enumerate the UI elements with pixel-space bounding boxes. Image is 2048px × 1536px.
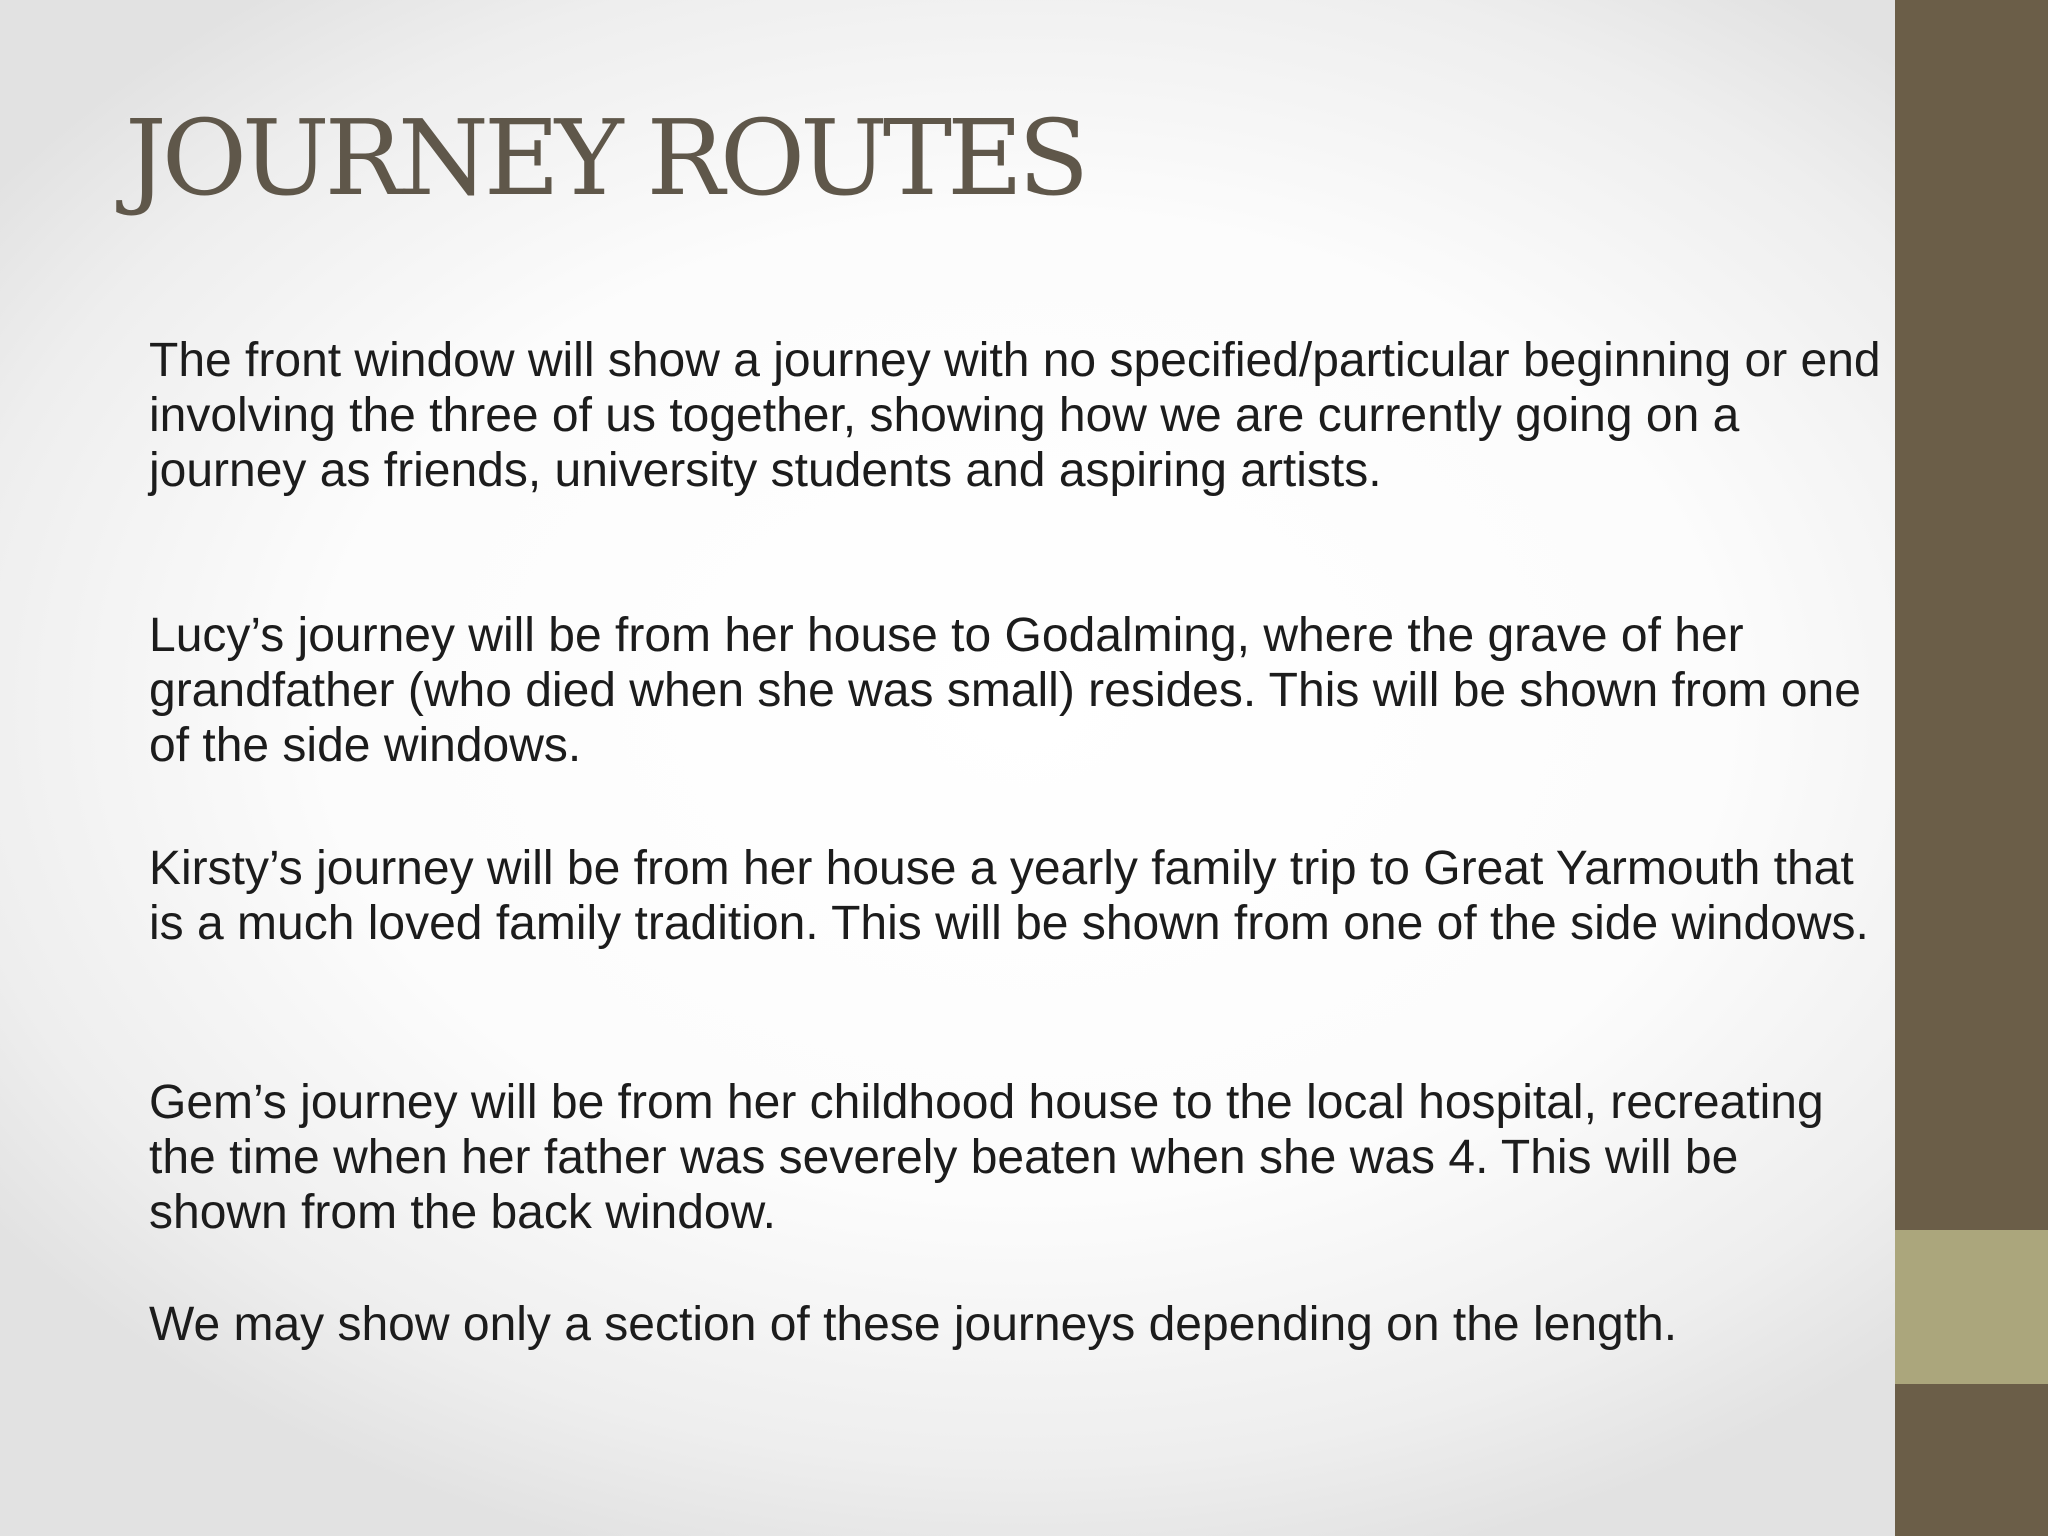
sidebar-decoration bbox=[1895, 0, 2048, 1536]
paragraph-closing-note: We may show only a section of these journeys depending on the length. bbox=[149, 1298, 1678, 1351]
paragraph-kirsty-journey: Kirsty’s journey will be from her house a yearly family trip to Great Yarmouth that is a much loved family tradition. This will be shown from one of the side windows. bbox=[149, 842, 1869, 950]
slide-title: JOURNEY ROUTES bbox=[125, 97, 1085, 219]
paragraph-front-window: The front window will show a journey with no specified/particular beginning or end involving the three of us together, showing how we are currently going on a journey as friends, university students and aspiring artists. bbox=[149, 334, 1881, 497]
sidebar-accent-block bbox=[1895, 1230, 2048, 1384]
paragraph-gem-journey: Gem’s journey will be from her childhood house to the local hospital, recreating the time when her father was severely beaten when she was 4. This will be shown from the back window. bbox=[149, 1076, 1824, 1239]
paragraph-lucy-journey: Lucy’s journey will be from her house to Godalming, where the grave of her grandfather (who died when she was small) resides. This will be shown from one of the side windows. bbox=[149, 609, 1861, 772]
